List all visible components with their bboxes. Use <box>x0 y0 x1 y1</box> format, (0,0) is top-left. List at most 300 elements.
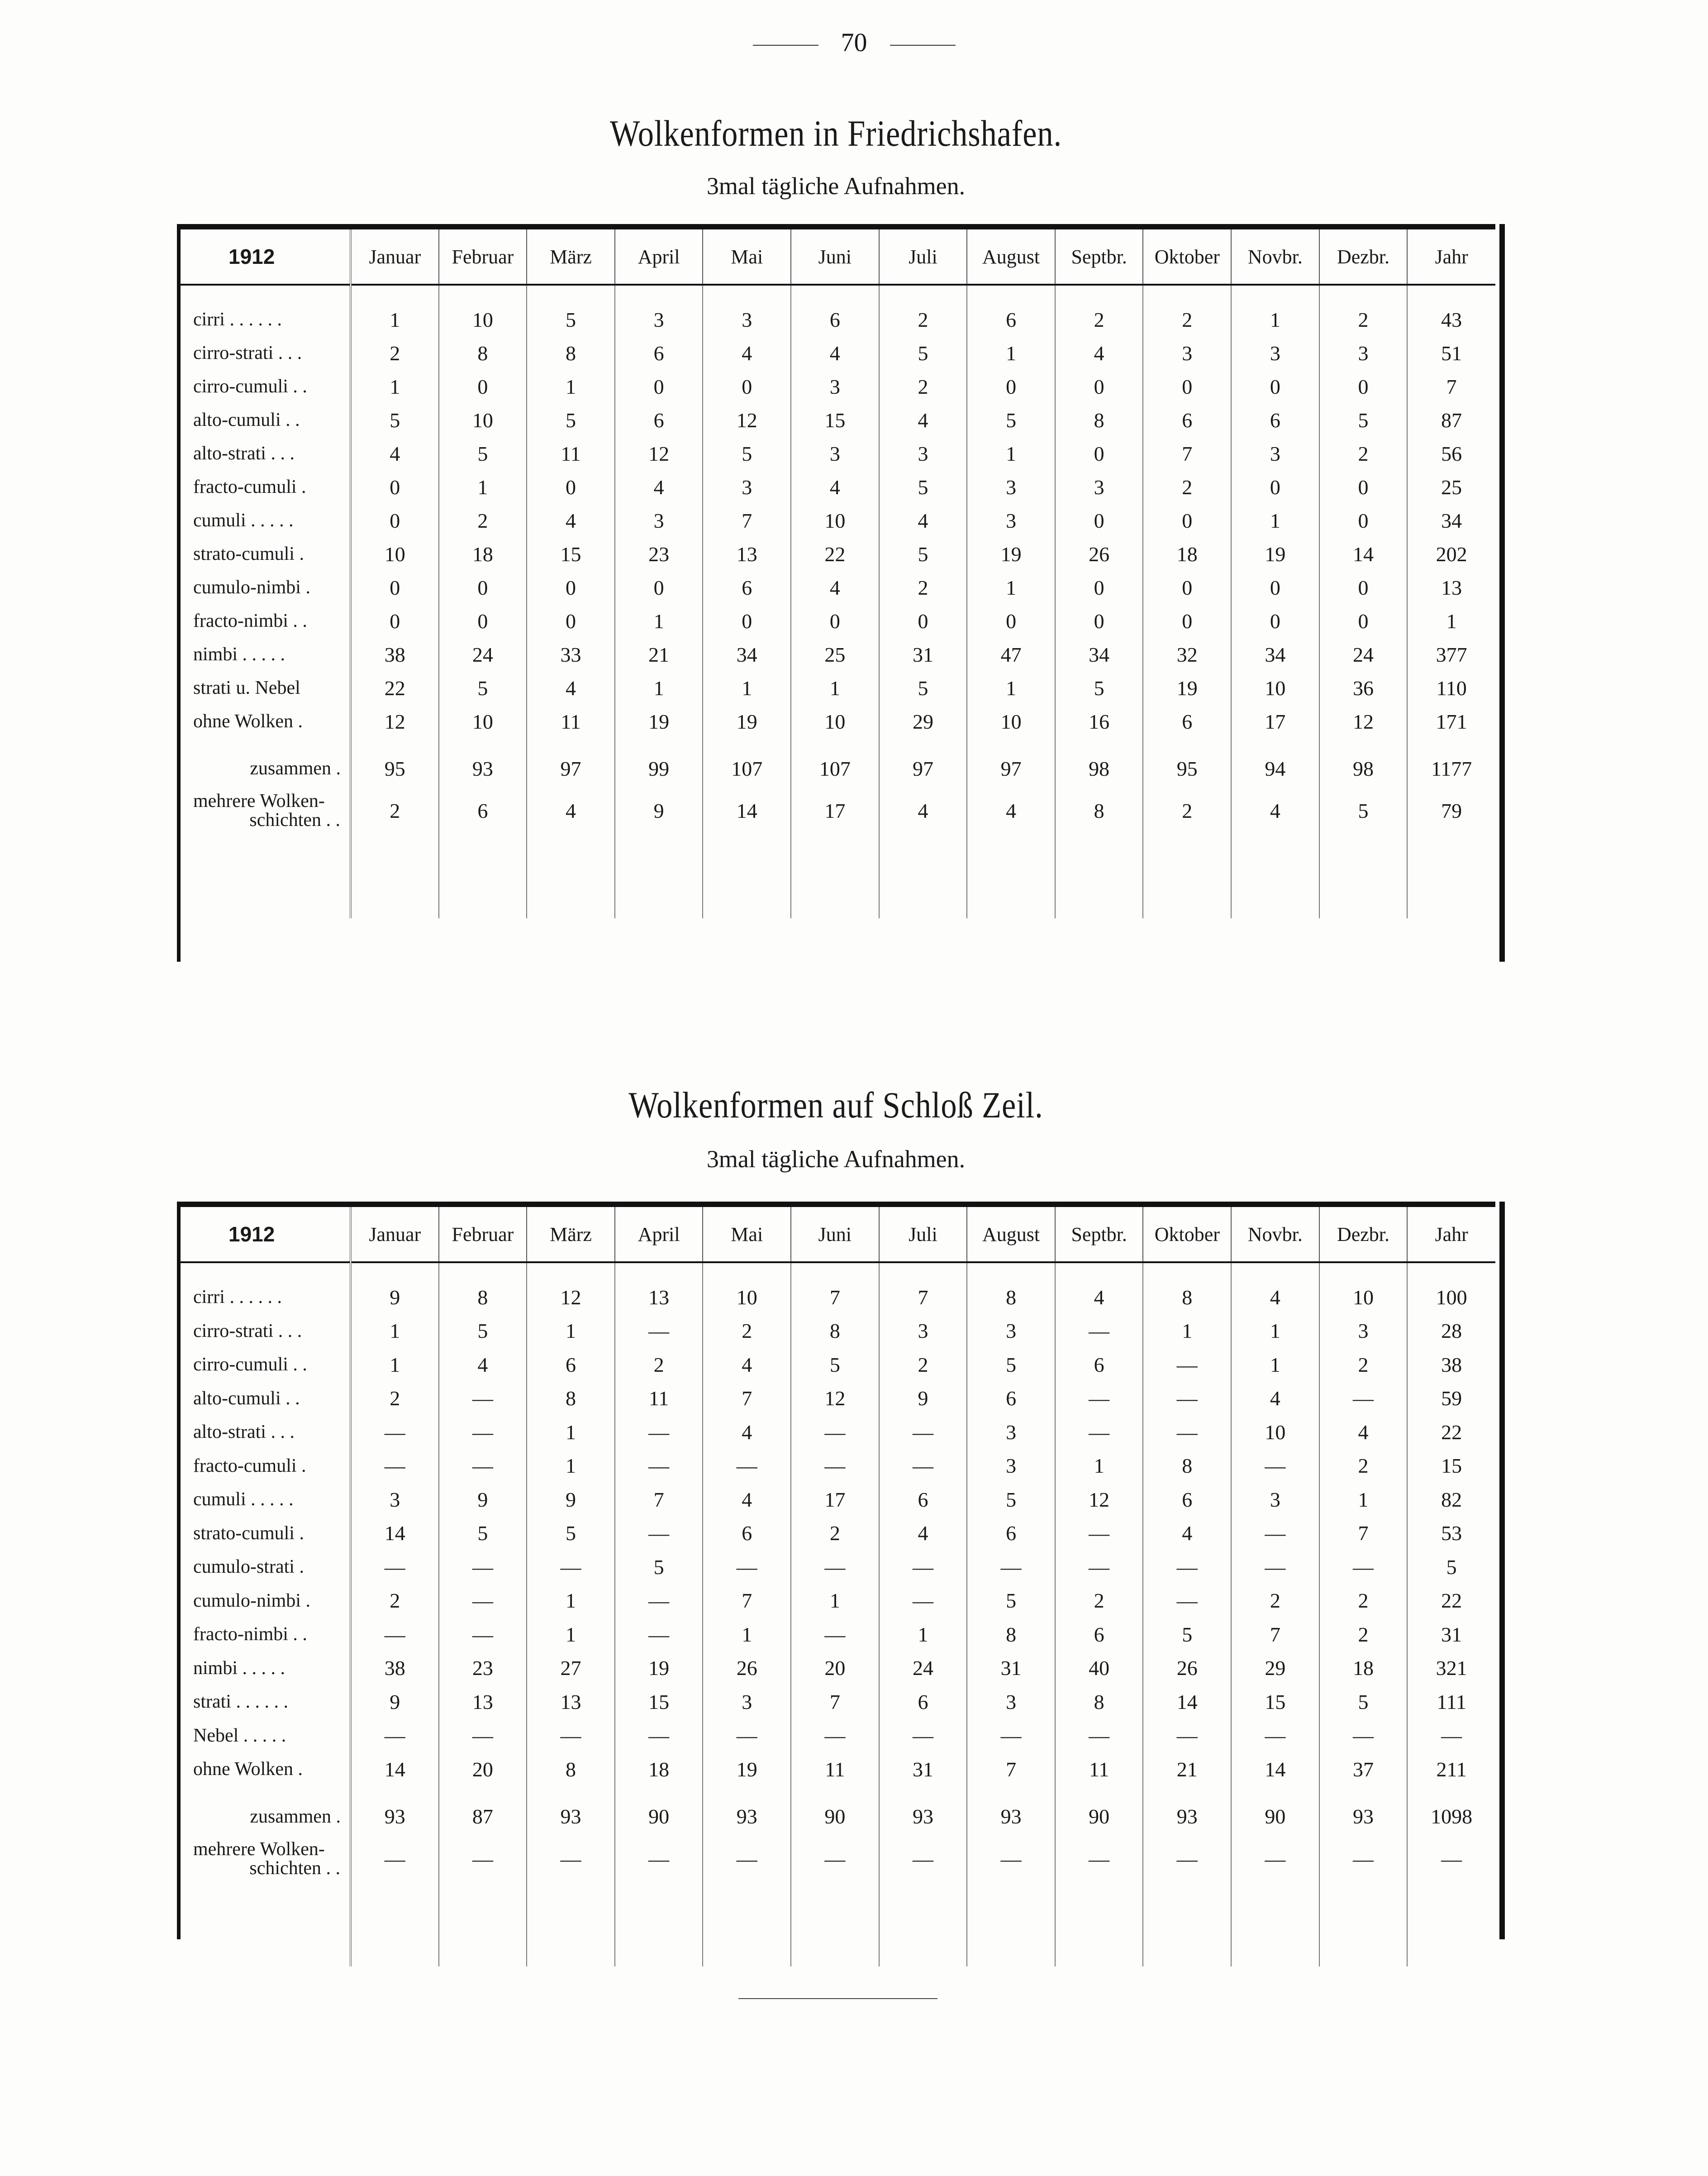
total-label: zusammen . <box>250 758 341 779</box>
multi-cell: — <box>615 1833 703 1884</box>
table-cell: 11 <box>615 1382 703 1416</box>
table-cell: — <box>351 1550 439 1584</box>
row-label: fracto-cumuli . <box>193 1455 306 1476</box>
table-cell: 24 <box>879 1651 967 1685</box>
table-cell: 5 <box>967 1348 1055 1382</box>
table-cell: 1 <box>351 1348 439 1382</box>
table-cell: 0 <box>1055 370 1143 403</box>
table-cell: 6 <box>879 1483 967 1517</box>
table-cell: 0 <box>1319 370 1408 403</box>
table-cell: 43 <box>1407 303 1495 336</box>
table-cell: 0 <box>1231 571 1319 604</box>
table-cell: — <box>1055 1382 1143 1416</box>
table-cell: — <box>1407 1719 1495 1753</box>
table1-col-header: Novbr. <box>1231 227 1319 285</box>
table-cell: 1 <box>967 571 1055 604</box>
table-cell: 24 <box>1319 638 1408 671</box>
table-row <box>179 571 1495 604</box>
table1-col-header: Oktober <box>1143 227 1231 285</box>
table-cell: 40 <box>1055 1651 1143 1685</box>
table1-title: Wolkenformen in Friedrichshafen. <box>609 113 1062 154</box>
table-row <box>179 1483 1495 1517</box>
table-cell: — <box>439 1415 527 1449</box>
table-cell: 0 <box>879 604 967 638</box>
table-row <box>179 1651 1495 1685</box>
table-cell: 5 <box>1407 1550 1495 1584</box>
table-cell: 1 <box>1231 1314 1319 1348</box>
table-cell: 0 <box>1055 604 1143 638</box>
table-cell: 31 <box>1407 1618 1495 1651</box>
total-cell: 93 <box>439 752 527 785</box>
table-cell: 6 <box>703 571 791 604</box>
table-cell: 34 <box>703 638 791 671</box>
table-row <box>179 504 1495 537</box>
table-cell: 7 <box>1231 1618 1319 1651</box>
table-cell: 3 <box>879 1314 967 1348</box>
table-cell: 11 <box>527 705 615 738</box>
table1-year-header: 1912 <box>228 245 275 268</box>
table-cell: 5 <box>1143 1618 1231 1651</box>
table-cell: — <box>615 1517 703 1551</box>
total-cell: 95 <box>351 752 439 785</box>
table1-col-header: Dezbr. <box>1319 227 1408 285</box>
table-cell: — <box>351 1415 439 1449</box>
table-cell: 22 <box>791 537 879 571</box>
table2-tail <box>179 1884 1495 1966</box>
table-cell: — <box>1143 1415 1231 1449</box>
table-cell: 0 <box>351 604 439 638</box>
multi-label-line2: schichten . . <box>249 810 340 830</box>
table-cell: 29 <box>879 705 967 738</box>
table-cell: 22 <box>1407 1584 1495 1618</box>
row-label: strati u. Nebel <box>193 678 300 698</box>
table-cell: — <box>879 1719 967 1753</box>
table-cell: 0 <box>1055 437 1143 470</box>
table-cell: 5 <box>879 336 967 370</box>
table-cell: 14 <box>351 1752 439 1786</box>
table-cell: 7 <box>703 1382 791 1416</box>
table-cell: 27 <box>527 1651 615 1685</box>
table-cell: 4 <box>791 336 879 370</box>
table-cell: 0 <box>1143 571 1231 604</box>
total-cell: 99 <box>615 752 703 785</box>
table-cell: — <box>439 1550 527 1584</box>
table-cell: — <box>439 1382 527 1416</box>
table-cell: 2 <box>439 504 527 537</box>
table-cell: 13 <box>439 1685 527 1719</box>
table-cell: 6 <box>1055 1618 1143 1651</box>
table-cell: — <box>791 1415 879 1449</box>
multi-label-line1: mehrere Wolken- <box>193 1839 325 1860</box>
table-cell: 4 <box>615 470 703 504</box>
table-cell: 2 <box>1143 470 1231 504</box>
table-cell: 0 <box>527 604 615 638</box>
table-cell: — <box>967 1719 1055 1753</box>
multi-cell: — <box>527 1833 615 1884</box>
table-cell: — <box>703 1550 791 1584</box>
table-cell: 1 <box>879 1618 967 1651</box>
row-label: cirri . . . . . . <box>193 309 282 330</box>
table-cell: 3 <box>1231 1483 1319 1517</box>
table-cell: 5 <box>879 537 967 571</box>
total-label: zusammen . <box>250 1806 341 1827</box>
table-cell: 17 <box>791 1483 879 1517</box>
multi-cell: — <box>967 1833 1055 1884</box>
row-label: fracto-nimbi . . <box>193 611 307 631</box>
multi-cell: 6 <box>439 785 527 836</box>
table-cell: 18 <box>615 1752 703 1786</box>
table2-col-header: Novbr. <box>1231 1204 1319 1262</box>
multi-layer-row <box>179 785 1495 836</box>
total-cell: 93 <box>1143 1800 1231 1834</box>
row-label: Nebel . . . . . <box>193 1725 286 1746</box>
table-cell: 19 <box>703 1752 791 1786</box>
table-cell: 6 <box>1143 1483 1231 1517</box>
table2-col-header: Februar <box>439 1204 527 1262</box>
table-cell: — <box>703 1719 791 1753</box>
table-cell: 1 <box>527 1415 615 1449</box>
total-cell: 107 <box>703 752 791 785</box>
table2-col-header: Mai <box>703 1204 791 1262</box>
table-cell: 4 <box>1319 1415 1408 1449</box>
table-cell: — <box>1231 1550 1319 1584</box>
total-cell: 87 <box>439 1800 527 1834</box>
table-row <box>179 1449 1495 1483</box>
table2 <box>179 1202 1495 1966</box>
table-cell: 31 <box>879 1752 967 1786</box>
table-cell: 14 <box>1231 1752 1319 1786</box>
table-cell: 5 <box>1319 1685 1408 1719</box>
table-cell: — <box>615 1449 703 1483</box>
table-row <box>179 1752 1495 1786</box>
table-cell: 171 <box>1407 705 1495 738</box>
table-cell: 5 <box>791 1348 879 1382</box>
table-cell: 202 <box>1407 537 1495 571</box>
table1-col-header: Jahr <box>1407 227 1495 285</box>
table-cell: — <box>1319 1382 1408 1416</box>
table-cell: 0 <box>351 571 439 604</box>
table-cell: 2 <box>879 1348 967 1382</box>
total-cell: 98 <box>1319 752 1408 785</box>
table-cell: — <box>351 1449 439 1483</box>
table-cell: 6 <box>967 1517 1055 1551</box>
table-row <box>179 303 1495 336</box>
total-cell: 1098 <box>1407 1800 1495 1834</box>
table-row <box>179 1719 1495 1753</box>
table-cell: 26 <box>703 1651 791 1685</box>
row-label: cirro-strati . . . <box>193 1320 302 1341</box>
table-cell: 10 <box>703 1280 791 1314</box>
total-row <box>179 1800 1495 1834</box>
table-cell: 2 <box>1143 303 1231 336</box>
multi-cell: 4 <box>527 785 615 836</box>
table-cell: 2 <box>1319 1348 1408 1382</box>
table-cell: 12 <box>1319 705 1408 738</box>
table-cell: 7 <box>1407 370 1495 403</box>
table-cell: 2 <box>351 336 439 370</box>
table-cell: 14 <box>1319 537 1408 571</box>
table-cell: 8 <box>527 336 615 370</box>
multi-cell: 9 <box>615 785 703 836</box>
table-cell: 1 <box>527 1449 615 1483</box>
multi-cell: — <box>1055 1833 1143 1884</box>
table-cell: 18 <box>439 537 527 571</box>
table-cell: 5 <box>1055 671 1143 705</box>
table-cell: 0 <box>1319 604 1408 638</box>
table-cell: 2 <box>351 1382 439 1416</box>
table-cell: 34 <box>1407 504 1495 537</box>
table-cell: 5 <box>439 1517 527 1551</box>
table-cell: 51 <box>1407 336 1495 370</box>
row-label: strato-cumuli . <box>193 544 304 564</box>
multi-cell: — <box>791 1833 879 1884</box>
table-cell: 1 <box>527 1314 615 1348</box>
table-cell: 0 <box>527 470 615 504</box>
total-cell: 1177 <box>1407 752 1495 785</box>
table-cell: 7 <box>879 1280 967 1314</box>
table-cell: 1 <box>527 1618 615 1651</box>
row-label: alto-cumuli . . <box>193 1388 300 1409</box>
table-cell: 6 <box>703 1517 791 1551</box>
total-cell: 93 <box>351 1800 439 1834</box>
table-cell: — <box>439 1584 527 1618</box>
table-cell: 3 <box>1231 336 1319 370</box>
table-cell: 25 <box>791 638 879 671</box>
table-cell: 5 <box>703 437 791 470</box>
table-cell: 22 <box>1407 1415 1495 1449</box>
table-cell: 21 <box>615 638 703 671</box>
table-cell: 10 <box>1319 1280 1408 1314</box>
table-cell: — <box>1143 1382 1231 1416</box>
table-cell: 32 <box>1143 638 1231 671</box>
table-cell: — <box>527 1550 615 1584</box>
table-cell: 28 <box>1407 1314 1495 1348</box>
table-cell: 15 <box>1231 1685 1319 1719</box>
table-cell: 8 <box>439 336 527 370</box>
table-row <box>179 671 1495 705</box>
table-cell: 8 <box>439 1280 527 1314</box>
total-row <box>179 752 1495 785</box>
table-cell: — <box>879 1415 967 1449</box>
table-cell: 59 <box>1407 1382 1495 1416</box>
table-cell: 6 <box>879 1685 967 1719</box>
table-cell: 7 <box>791 1685 879 1719</box>
table2-header-row <box>179 1204 1495 1262</box>
table-cell: 4 <box>879 403 967 437</box>
table-cell: 4 <box>1231 1382 1319 1416</box>
table-cell: — <box>1055 1719 1143 1753</box>
row-label: ohne Wolken . <box>193 711 303 732</box>
table-cell: 13 <box>615 1280 703 1314</box>
table1-gap <box>179 738 1495 752</box>
table-cell: 0 <box>967 604 1055 638</box>
table-cell: 3 <box>1055 470 1143 504</box>
table-cell: 9 <box>527 1483 615 1517</box>
table-cell: 6 <box>967 1382 1055 1416</box>
table2-col-header: Jahr <box>1407 1204 1495 1262</box>
table-cell: 5 <box>879 671 967 705</box>
table-cell: 0 <box>1055 504 1143 537</box>
multi-cell: — <box>1143 1833 1231 1884</box>
table-cell: — <box>1143 1348 1231 1382</box>
table2-col-header: August <box>967 1204 1055 1262</box>
table-row <box>179 1685 1495 1719</box>
table-cell: 34 <box>1231 638 1319 671</box>
table-cell: 1 <box>1231 303 1319 336</box>
table1 <box>179 224 1495 918</box>
table-cell: 12 <box>615 437 703 470</box>
table-cell: 26 <box>1055 537 1143 571</box>
total-cell: 95 <box>1143 752 1231 785</box>
table-cell: 4 <box>1055 336 1143 370</box>
table-cell: 3 <box>967 1314 1055 1348</box>
table-cell: 26 <box>1143 1651 1231 1685</box>
multi-cell: — <box>1407 1833 1495 1884</box>
table-cell: 3 <box>703 303 791 336</box>
multi-cell: 2 <box>1143 785 1231 836</box>
table-cell: 4 <box>879 1517 967 1551</box>
table-cell: 0 <box>967 370 1055 403</box>
table-cell: 2 <box>1319 1618 1408 1651</box>
table-cell: 2 <box>1231 1584 1319 1618</box>
table-cell: 5 <box>967 1584 1055 1618</box>
table-cell: 10 <box>439 403 527 437</box>
table-cell: 5 <box>439 437 527 470</box>
table-cell: 1 <box>351 370 439 403</box>
table-cell: 9 <box>351 1685 439 1719</box>
table-cell: 3 <box>967 1415 1055 1449</box>
table-cell: 15 <box>1407 1449 1495 1483</box>
table-cell: 7 <box>791 1280 879 1314</box>
table1-col-header: August <box>967 227 1055 285</box>
table-cell: 4 <box>351 437 439 470</box>
table-cell: 3 <box>967 1449 1055 1483</box>
table2-subtitle: 3mal tägliche Aufnahmen. <box>706 1145 966 1173</box>
row-label: cirro-cumuli . . <box>193 1354 307 1375</box>
table-cell: 3 <box>967 1685 1055 1719</box>
total-cell: 107 <box>791 752 879 785</box>
table-cell: 18 <box>1143 537 1231 571</box>
table-cell: 8 <box>527 1382 615 1416</box>
table-cell: — <box>703 1449 791 1483</box>
multi-cell: 79 <box>1407 785 1495 836</box>
table2-col-header: Dezbr. <box>1319 1204 1408 1262</box>
table-cell: 0 <box>1319 470 1408 504</box>
table-cell: 53 <box>1407 1517 1495 1551</box>
table-cell: 7 <box>967 1752 1055 1786</box>
table-cell: — <box>439 1449 527 1483</box>
table-cell: — <box>1055 1314 1143 1348</box>
table-cell: 4 <box>1143 1517 1231 1551</box>
table-cell: 0 <box>791 604 879 638</box>
multi-cell: 8 <box>1055 785 1143 836</box>
table-cell: 4 <box>1231 1280 1319 1314</box>
row-label: fracto-nimbi . . <box>193 1624 307 1645</box>
page-number <box>0 27 1708 57</box>
table-cell: 8 <box>1143 1280 1231 1314</box>
table-cell: 38 <box>351 638 439 671</box>
table-cell: 5 <box>967 1483 1055 1517</box>
table-cell: — <box>615 1314 703 1348</box>
table1-header-row <box>179 227 1495 285</box>
table-cell: 5 <box>351 403 439 437</box>
table-cell: 0 <box>527 571 615 604</box>
table-cell: 38 <box>1407 1348 1495 1382</box>
total-cell: 93 <box>703 1800 791 1834</box>
table-cell: 100 <box>1407 1280 1495 1314</box>
table-cell: 0 <box>1231 604 1319 638</box>
table-cell: 37 <box>1319 1752 1408 1786</box>
table-cell: 19 <box>1143 671 1231 705</box>
table-cell: 4 <box>1055 1280 1143 1314</box>
table-cell: 22 <box>351 671 439 705</box>
table-cell: 31 <box>967 1651 1055 1685</box>
table-cell: 15 <box>615 1685 703 1719</box>
table-cell: 5 <box>527 403 615 437</box>
table-cell: 5 <box>1319 403 1408 437</box>
table-cell: 5 <box>615 1550 703 1584</box>
table-cell: 10 <box>791 504 879 537</box>
table-row <box>179 1348 1495 1382</box>
table-cell: 21 <box>1143 1752 1231 1786</box>
table2-col-header: Oktober <box>1143 1204 1231 1262</box>
table-row <box>179 537 1495 571</box>
total-cell: 93 <box>1319 1800 1408 1834</box>
table-cell: 15 <box>527 537 615 571</box>
table-cell: 2 <box>1319 1449 1408 1483</box>
table1-subtitle: 3mal tägliche Aufnahmen. <box>706 172 966 200</box>
table2-gap <box>179 1786 1495 1800</box>
total-cell: 97 <box>967 752 1055 785</box>
table1-spacer <box>179 285 1495 303</box>
table-cell: 5 <box>967 403 1055 437</box>
row-label: nimbi . . . . . <box>193 644 285 665</box>
table-cell: 14 <box>351 1517 439 1551</box>
table-cell: — <box>967 1550 1055 1584</box>
table-cell: 0 <box>351 470 439 504</box>
table-cell: 56 <box>1407 437 1495 470</box>
table-cell: 4 <box>527 671 615 705</box>
table-cell: 4 <box>703 336 791 370</box>
multi-cell: 17 <box>791 785 879 836</box>
table1-col-header: Januar <box>351 227 439 285</box>
table2-col-header: Septbr. <box>1055 1204 1143 1262</box>
table-cell: 0 <box>439 370 527 403</box>
row-label: nimbi . . . . . <box>193 1657 285 1679</box>
table-cell: 6 <box>791 303 879 336</box>
table-cell: 1 <box>351 1314 439 1348</box>
table-cell: 2 <box>791 1517 879 1551</box>
table-cell: 19 <box>615 1651 703 1685</box>
table-cell: 2 <box>1055 1584 1143 1618</box>
row-label: alto-cumuli . . <box>193 410 300 430</box>
table-cell: 2 <box>1319 303 1408 336</box>
table-cell: 0 <box>439 604 527 638</box>
table-cell: 23 <box>439 1651 527 1685</box>
table-cell: — <box>791 1550 879 1584</box>
table-cell: — <box>879 1584 967 1618</box>
table-cell: 4 <box>439 1348 527 1382</box>
table-cell: 19 <box>967 537 1055 571</box>
table-cell: 4 <box>703 1483 791 1517</box>
multi-cell: 5 <box>1319 785 1408 836</box>
table-cell: 3 <box>879 437 967 470</box>
table-cell: 8 <box>1143 1449 1231 1483</box>
row-label: alto-strati . . . <box>193 443 295 464</box>
table-cell: — <box>615 1415 703 1449</box>
table-cell: 11 <box>527 437 615 470</box>
table-cell: 4 <box>791 571 879 604</box>
